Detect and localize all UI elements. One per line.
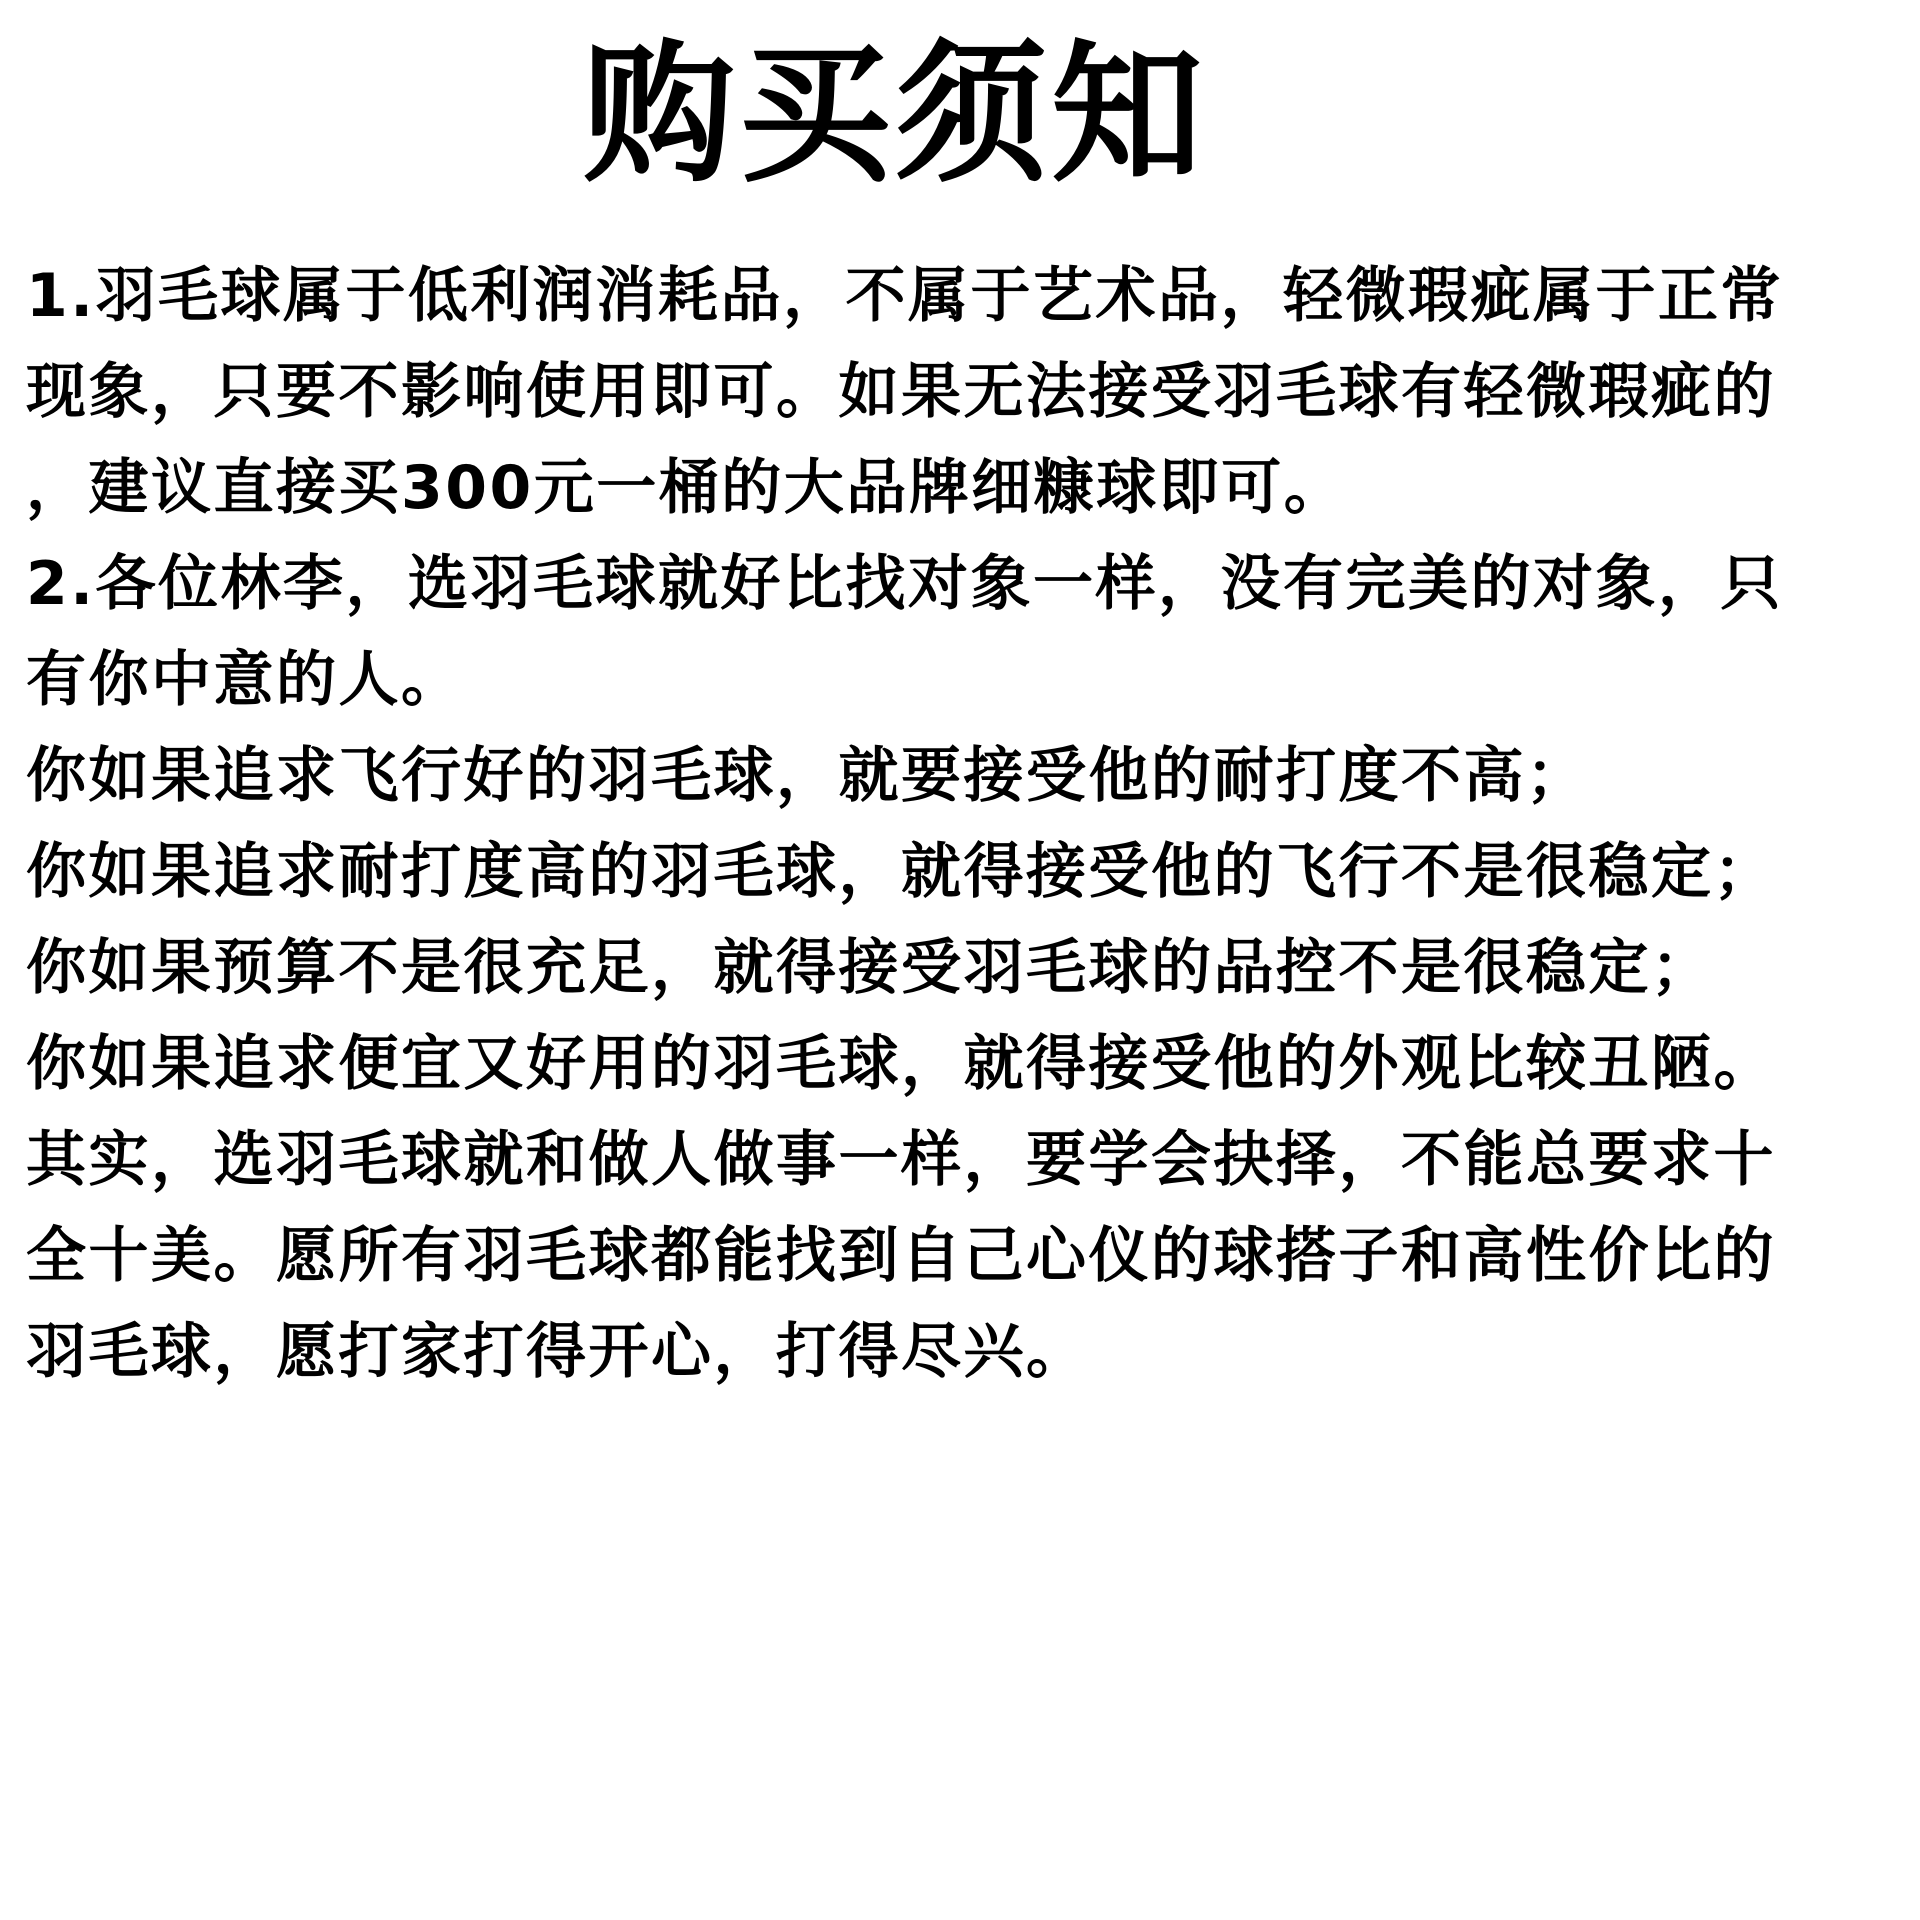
notice-line: 其实，选羽毛球就和做人做事一样，要学会抉择，不能总要求十 [26,1125,1776,1195]
notice-line: 有你中意的人。 [26,645,464,715]
notice-line: 你如果追求飞行好的羽毛球，就要接受他的耐打度不高； [26,741,1589,811]
notice-line: 2.各位林李，选羽毛球就好比找对象一样，没有完美的对象，只 [26,549,1784,619]
notice-line: 你如果追求耐打度高的羽毛球，就得接受他的飞行不是很稳定； [26,837,1776,907]
notice-line: 全十美。愿所有羽毛球都能找到自己心仪的球搭子和高性价比的 [26,1221,1776,1291]
notice-body [26,248,1906,1400]
notice-line: 你如果预算不是很充足，就得接受羽毛球的品控不是很稳定； [26,933,1714,1003]
notice-line: 你如果追求便宜又好用的羽毛球，就得接受他的外观比较丑陋。 [26,1029,1776,1099]
notice-line: 现象，只要不影响使用即可。如果无法接受羽毛球有轻微瑕疵的 [26,357,1776,427]
notice-line: ，建议直接买300元一桶的大品牌细糠球即可。 [26,453,1347,523]
page-title: 购买须知 [583,26,1207,203]
notice-line: 羽毛球，愿打家打得开心，打得尽兴。 [26,1317,1089,1387]
notice-line: 1.羽毛球属于低利润消耗品，不属于艺术品，轻微瑕疵属于正常 [26,261,1784,331]
